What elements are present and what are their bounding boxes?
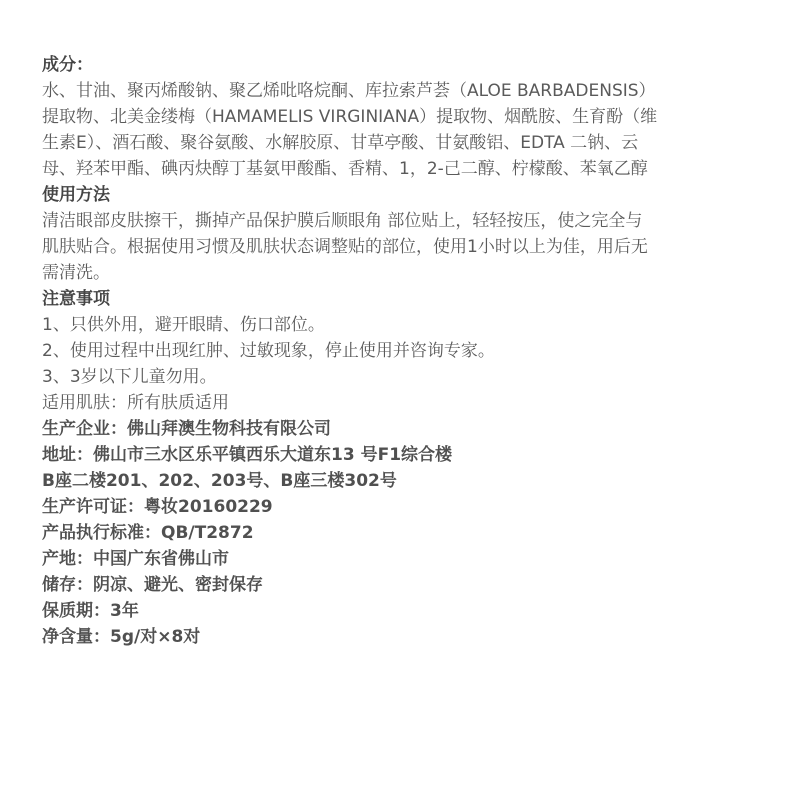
manufacturer: 生产企业：佛山拜澳生物科技有限公司: [42, 419, 331, 439]
ingredients-line-2: 提取物、北美金缕梅（HAMAMELIS VIRGINIANA）提取物、烟酰胺、生育酚（维: [42, 107, 658, 127]
ingredients-line-1: 水、甘油、聚丙烯酸钠、聚乙烯吡咯烷酮、库拉索芦荟（ALOE BARBADENSIS）: [42, 81, 656, 101]
usage-heading: 使用方法: [42, 185, 110, 205]
address-line-2: B座二楼201、202、203号、B座三楼302号: [42, 471, 397, 491]
production-license: 生产许可证：粤妆20160229: [42, 497, 273, 517]
skin-type: 适用肌肤：所有肤质适用: [42, 393, 229, 413]
product-standard: 产品执行标准：QB/T2872: [42, 523, 254, 543]
product-info-document: [42, 52, 772, 650]
ingredients-line-3: 生素E）、酒石酸、聚谷氨酸、水解胶原、甘草亭酸、甘氨酸铝、EDTA 二钠、云: [42, 133, 639, 153]
ingredients-line-4: 母、羟苯甲酯、碘丙炔醇丁基氨甲酸酯、香精、1，2-己二醇、柠檬酸、苯氧乙醇: [42, 159, 648, 179]
storage: 储存：阴凉、避光、密封保存: [42, 575, 263, 595]
usage-line-3: 需清洗。: [42, 263, 110, 283]
usage-line-2: 肌肤贴合。根据使用习惯及肌肤状态调整贴的部位，使用1小时以上为佳，用后无: [42, 237, 648, 257]
usage-line-1: 清洁眼部皮肤擦干，撕掉产品保护膜后顺眼角 部位贴上，轻轻按压，使之完全与: [42, 211, 643, 231]
ingredients-heading: 成分：: [42, 55, 93, 75]
cautions-heading: 注意事项: [42, 289, 110, 309]
net-content: 净含量：5g/对×8对: [42, 627, 201, 647]
place-of-origin: 产地：中国广东省佛山市: [42, 549, 229, 569]
caution-item-2: 2、使用过程中出现红肿、过敏现象，停止使用并咨询专家。: [42, 341, 495, 361]
address-line-1: 地址：佛山市三水区乐平镇西乐大道东13 号F1综合楼: [42, 445, 453, 465]
shelf-life: 保质期：3年: [42, 601, 139, 621]
caution-item-1: 1、只供外用，避开眼睛、伤口部位。: [42, 315, 325, 335]
caution-item-3: 3、3岁以下儿童勿用。: [42, 367, 217, 387]
